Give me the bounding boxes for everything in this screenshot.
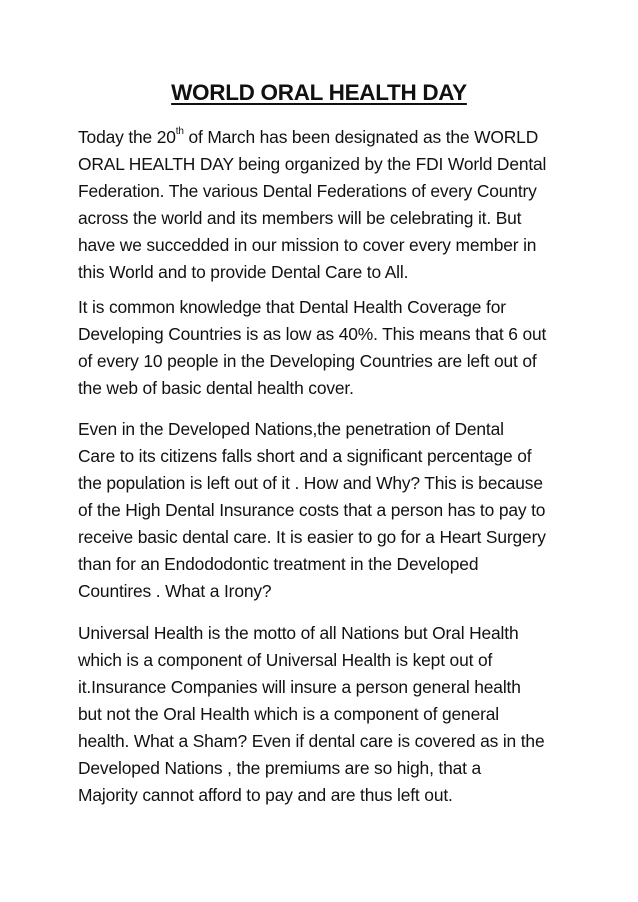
paragraph-line: Care to its citizens falls short and a significant percentage of [78, 446, 532, 466]
paragraph-3 [78, 416, 578, 605]
superscript-text: th [175, 126, 184, 138]
paragraph-line: but not the Oral Health which is a component of general [78, 704, 499, 724]
paragraph-line: Developing Countries is as low as 40%. This means that 6 out [78, 324, 547, 344]
paragraph-line: which is a component of Universal Health is kept out of [78, 650, 493, 670]
paragraph-line: Majority cannot afford to pay and are thus left out. [78, 785, 453, 805]
paragraph-line: Developed Nations , the premiums are so high, that a [78, 758, 482, 778]
paragraph-line: of every 10 people in the Developing Countries are left out of [78, 351, 537, 371]
line-text: Today the 20 [78, 127, 176, 147]
paragraph-line: Federation. The various Dental Federations of every Country [78, 181, 537, 201]
paragraph-line: Countires . What a Irony? [78, 581, 272, 601]
paragraph-line: this World and to provide Dental Care to All. [78, 262, 409, 282]
paragraph-line: ORAL HEALTH DAY being organized by the FDI World Dental [78, 154, 547, 174]
paragraph-1 [78, 124, 578, 286]
paragraph-line [78, 124, 578, 151]
line-text: of March has been designated as the WORLD [183, 127, 539, 147]
paragraph-line: health. What a Sham? Even if dental care is covered as in the [78, 731, 545, 751]
paragraph-line: Even in the Developed Nations,the penetration of Dental [78, 419, 504, 439]
paragraph-line: of the High Dental Insurance costs that a person has to pay to [78, 500, 546, 520]
paragraph-line: across the world and its members will be celebrating it. But [78, 208, 522, 228]
paragraph-line: Universal Health is the motto of all Nations but Oral Health [78, 623, 519, 643]
paragraph-4 [78, 620, 578, 809]
paragraph-line: It is common knowledge that Dental Health Coverage for [78, 297, 506, 317]
paragraph-line: than for an Endododontic treatment in the Developed [78, 554, 479, 574]
paragraph-line: receive basic dental care. It is easier to go for a Heart Surgery [78, 527, 546, 547]
paragraph-line: the web of basic dental health cover. [78, 378, 354, 398]
paragraph-line: it.Insurance Companies will insure a person general health [78, 677, 521, 697]
document-title: WORLD ORAL HEALTH DAY [171, 80, 467, 105]
paragraph-2 [78, 294, 578, 402]
paragraph-line: the population is left out of it . How and Why? This is because [78, 473, 543, 493]
paragraph-line: have we succedded in our mission to cover every member in [78, 235, 537, 255]
